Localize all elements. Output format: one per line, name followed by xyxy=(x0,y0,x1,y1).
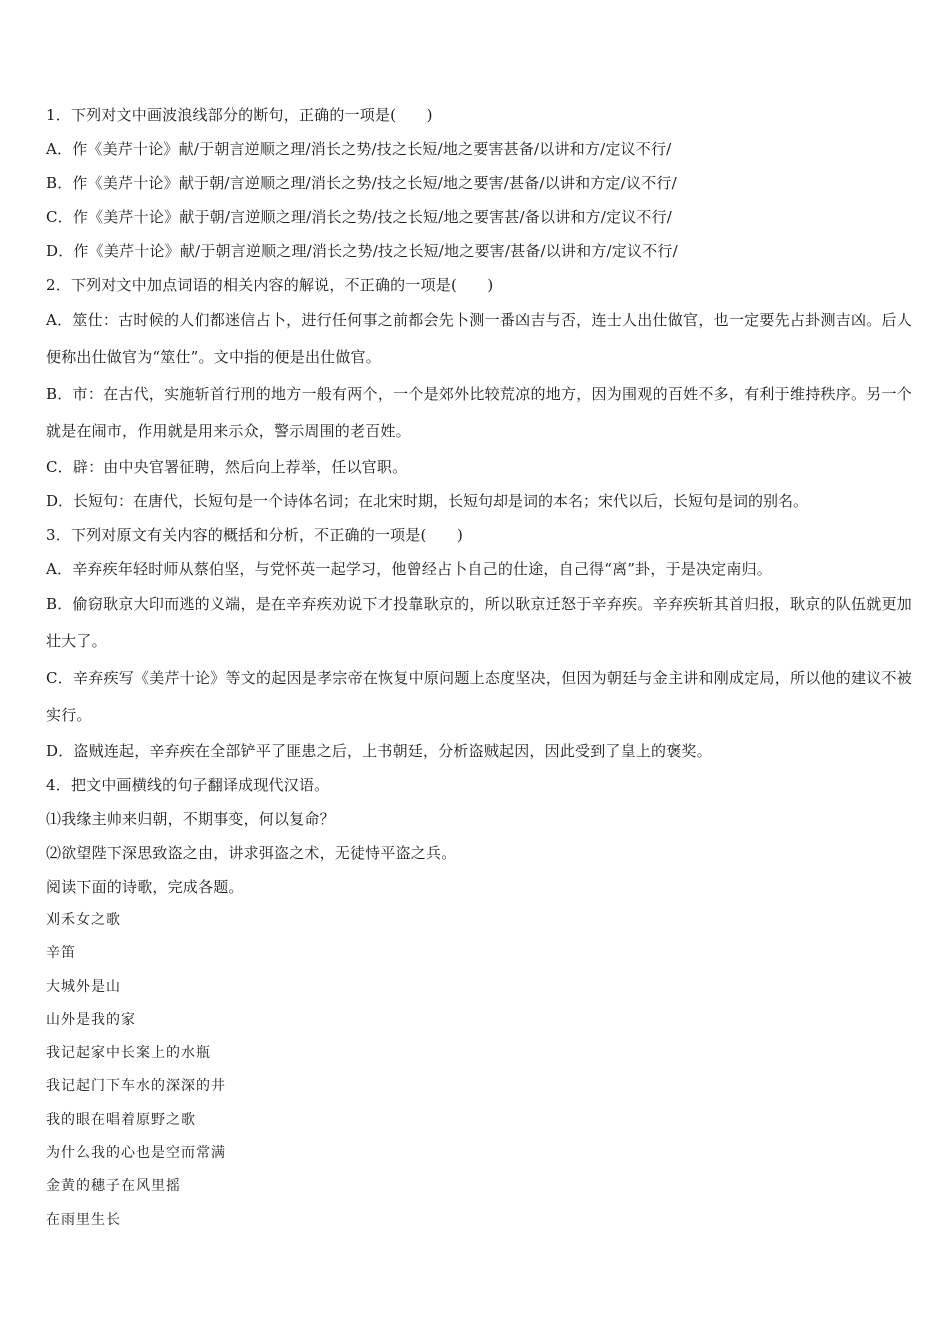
question-4-item-2: ⑵欲望陛下深思致盗之由，讲求弭盗之术，无徒恃平盗之兵。 xyxy=(46,844,457,862)
document-page xyxy=(46,98,912,1237)
question-1-option-c: C．作《美芹十论》献于朝/言逆顺之理/消长之势/技之长短/地之要害甚/备以讲和方/定议不行/ xyxy=(46,208,673,226)
poem-line: 金黄的穗子在风里摇 xyxy=(46,1178,181,1195)
question-1-option-a: A．作《美芹十论》献/于朝言逆顺之理/消长之势/技之长短/地之要害甚备/以讲和方/定议不行/ xyxy=(46,140,672,158)
question-2-stem: 2．下列对文中加点词语的相关内容的解说，不正确的一项是( ) xyxy=(46,276,494,294)
poem-line: 大城外是山 xyxy=(46,978,121,995)
question-3-option-c: C．辛弃疾写《美芹十论》等文的起因是孝宗帝在恢复中原问题上态度坚决，但因为朝廷与金主讲和刚成定局，所以他的建议不被实行。 xyxy=(46,669,912,724)
question-4-stem: 4．把文中画横线的句子翻译成现代汉语。 xyxy=(46,776,330,794)
reading-intro: 阅读下面的诗歌，完成各题。 xyxy=(46,878,244,896)
poem-title: 刈禾女之歌 xyxy=(46,912,121,928)
question-3-option-a: A．辛弃疾年轻时师从蔡伯坚，与党怀英一起学习，他曾经占卜自己的仕途，自己得“离”卦，于是决定南归。 xyxy=(46,560,772,578)
poem-line: 山外是我的家 xyxy=(46,1011,136,1028)
question-1-option-b: B．作《美芹十论》献于朝/言逆顺之理/消长之势/技之长短/地之要害/甚备/以讲和方定/议不行/ xyxy=(46,174,677,192)
question-4-item-1: ⑴我缘主帅来归朝，不期事变，何以复命？ xyxy=(46,810,335,828)
poem-line: 我记起门下车水的深深的井 xyxy=(46,1078,226,1095)
question-1-option-d: D．作《美芹十论》献/于朝言逆顺之理/消长之势/技之长短/地之要害/甚备/以讲和方/定议不行/ xyxy=(46,242,678,260)
question-2-option-a: A．筮仕：古时候的人们都迷信占卜，进行任何事之前都会先卜测一番凶吉与否，连士人出仕做官，也一定要先占卦测吉凶。后人便称出仕做官为“筮仕”。文中指的便是出仕做官。 xyxy=(46,311,912,366)
question-2-option-d: D．长短句：在唐代，长短句是一个诗体名词；在北宋时期，长短句却是词的本名；宋代以后，长短句是词的别名。 xyxy=(46,492,809,510)
poem-author: 辛笛 xyxy=(46,945,76,962)
poem-line: 我记起家中长案上的水瓶 xyxy=(46,1045,211,1062)
poem-line: 我的眼在唱着原野之歌 xyxy=(46,1111,196,1128)
question-2-option-c: C．辟：由中央官署征聘，然后向上荐举，任以官职。 xyxy=(46,458,408,476)
question-2-option-b: B．市：在古代，实施斩首行刑的地方一般有两个，一个是郊外比较荒凉的地方，因为围观的百姓不多，有利于维持秩序。另一个就是在闹市，作用就是用来示众，警示周围的老百姓。 xyxy=(46,385,912,440)
question-3-stem: 3．下列对原文有关内容的概括和分析，不正确的一项是( ) xyxy=(46,526,464,544)
question-3-option-d: D．盗贼连起，辛弃疾在全部铲平了匪患之后，上书朝廷，分析盗贼起因，因此受到了皇上的褒奖。 xyxy=(46,742,712,760)
question-3-option-b: B．偷窃耿京大印而逃的义端，是在辛弃疾劝说下才投靠耿京的，所以耿京迁怒于辛弃疾。辛弃疾斩其首归报，耿京的队伍就更加壮大了。 xyxy=(46,595,912,650)
question-1-stem: 1．下列对文中画波浪线部分的断句，正确的一项是( ) xyxy=(46,106,433,124)
poem-line: 在雨里生长 xyxy=(46,1211,121,1228)
poem-line: 为什么我的心也是空而常满 xyxy=(46,1145,226,1162)
